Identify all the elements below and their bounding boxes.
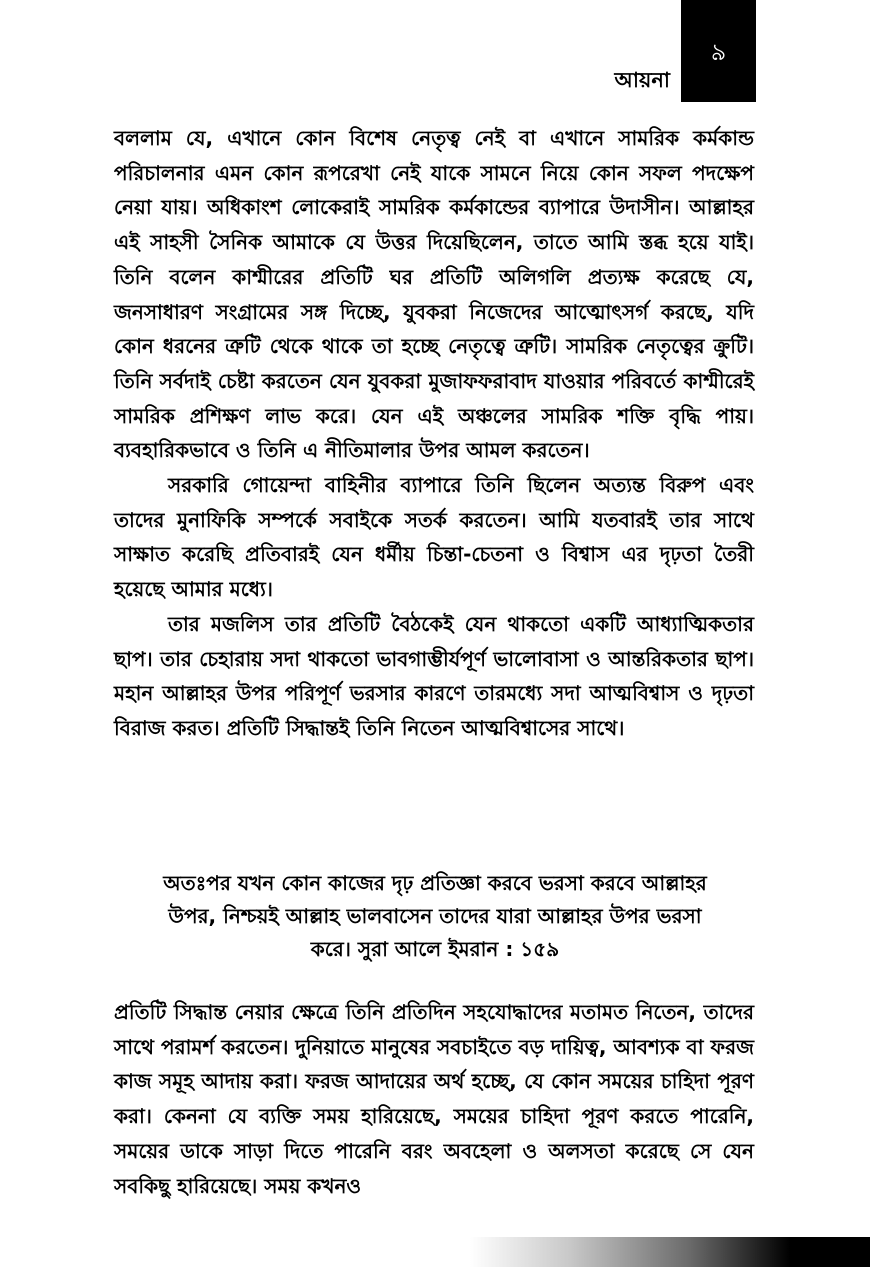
running-title: আয়না — [614, 68, 670, 92]
block-quote — [150, 867, 720, 966]
body-text — [114, 121, 754, 746]
quote-text: অতঃপর যখন কোন কাজের দৃঢ় প্রতিজ্ঞা করবে ভরসা করবে আল্লাহর উপর, নিশ্চয়ই আল্লাহ ভালবাসেন তাদের যারা আল্লাহর উপর ভরসা করে। সুরা আলে ইমরান : ১৫৯ — [163, 871, 707, 961]
page-number-box — [681, 0, 756, 102]
paragraph: সরকারি গোয়েন্দা বাহিনীর ব্যাপারে তিনি ছিলেন অত্যন্ত বিরুপ এবং তাদের মুনাফিকি সম্পর্কে সবাইকে সতর্ক করতেন। আমি যতবারই তার সাথে সাক্ষাত করেছি প্রতিবারই যেন ধর্মীয় চিন্তা-চেতনা ও বিশ্বাস এর দৃঢ়তা তৈরী হয়েছে আমার মধ্যে। — [114, 473, 754, 602]
footer-gradient-bar — [470, 1237, 870, 1267]
paragraph: প্রতিটি সিদ্ধান্ত নেয়ার ক্ষেত্রে তিনি প্রতিদিন সহযোদ্ধাদের মতামত নিতেন, তাদের সাথে পরামর্শ করতেন। দুনিয়াতে মানুষের সবচাইতে বড় দায়িত্ব, আবশ্যক বা ফরজ কাজ সমূহ আদায় করা। ফরজ আদায়ের অর্থ হচ্ছে, যে কোন সময়ের চাহিদা পূরণ করা। কেননা যে ব্যক্তি সময় হারিয়েছে, সময়ের চাহিদা পূরণ করতে পারেনি, সময়ের ডাকে সাড়া দিতে পারেনি বরং অবহেলা ও অলসতা করেছে সে যেন সবকিছু হারিয়েছে। সময় কখনও — [114, 1000, 754, 1198]
paragraph: বললাম যে, এখানে কোন বিশেষ নেতৃত্ব নেই বা এখানে সামরিক কর্মকান্ড পরিচালনার এমন কোন রূপরেখা নেই যাকে সামনে নিয়ে কোন সফল পদক্ষেপ নেয়া যায়। অধিকাংশ লোকেরাই সামরিক কর্মকান্ডের ব্যাপারে উদাসীন। আল্লাহর এই সাহসী সৈনিক আমাকে যে উত্তর দিয়েছিলেন, তাতে আমি স্তব্ধ হয়ে যাই। তিনি বলেন কাশ্মীরের প্রতিটি ঘর প্রতিটি অলিগলি প্রত্যক্ষ করেছে যে, জনসাধারণ সংগ্রামের সঙ্গ দিচ্ছে, যুবকরা নিজেদের আত্মোৎসর্গ করছে, যদি কোন ধরনের ত্রুটি থেকে থাকে তা হচ্ছে নেতৃত্বে ত্রুটি। সামরিক নেতৃত্বের ক্রুটি। তিনি সর্বদাই চেষ্টা করতেন যেন যুবকরা মুজাফফরাবাদ যাওয়ার পরিবর্তে কাশ্মীরেই সামরিক প্রশিক্ষণ লাভ করে। যেন এই অঞ্চলের সামরিক শক্তি বৃদ্ধি পায়। ব্যবহারিকভাবে ও তিনি এ নীতিমালার উপর আমল করতেন। — [114, 126, 754, 463]
paragraph: তার মজলিস তার প্রতিটি বৈঠকেই যেন থাকতো একটি আধ্যাত্মিকতার ছাপ। তার চেহারায় সদা থাকতো ভাবগাম্ভীর্যপূর্ণ ভালোবাসা ও আন্তরিকতার ছাপ। মহান আল্লাহর উপর পরিপূর্ণ ভরসার কারণে তারমধ্যে সদা আত্মবিশ্বাস ও দৃঢ়তা বিরাজ করত। প্রতিটি সিদ্ধান্তই তিনি নিতেন আত্মবিশ্বাসের সাথে। — [114, 611, 754, 740]
page-number: ৯ — [710, 38, 727, 66]
body-text-continued — [114, 995, 754, 1203]
